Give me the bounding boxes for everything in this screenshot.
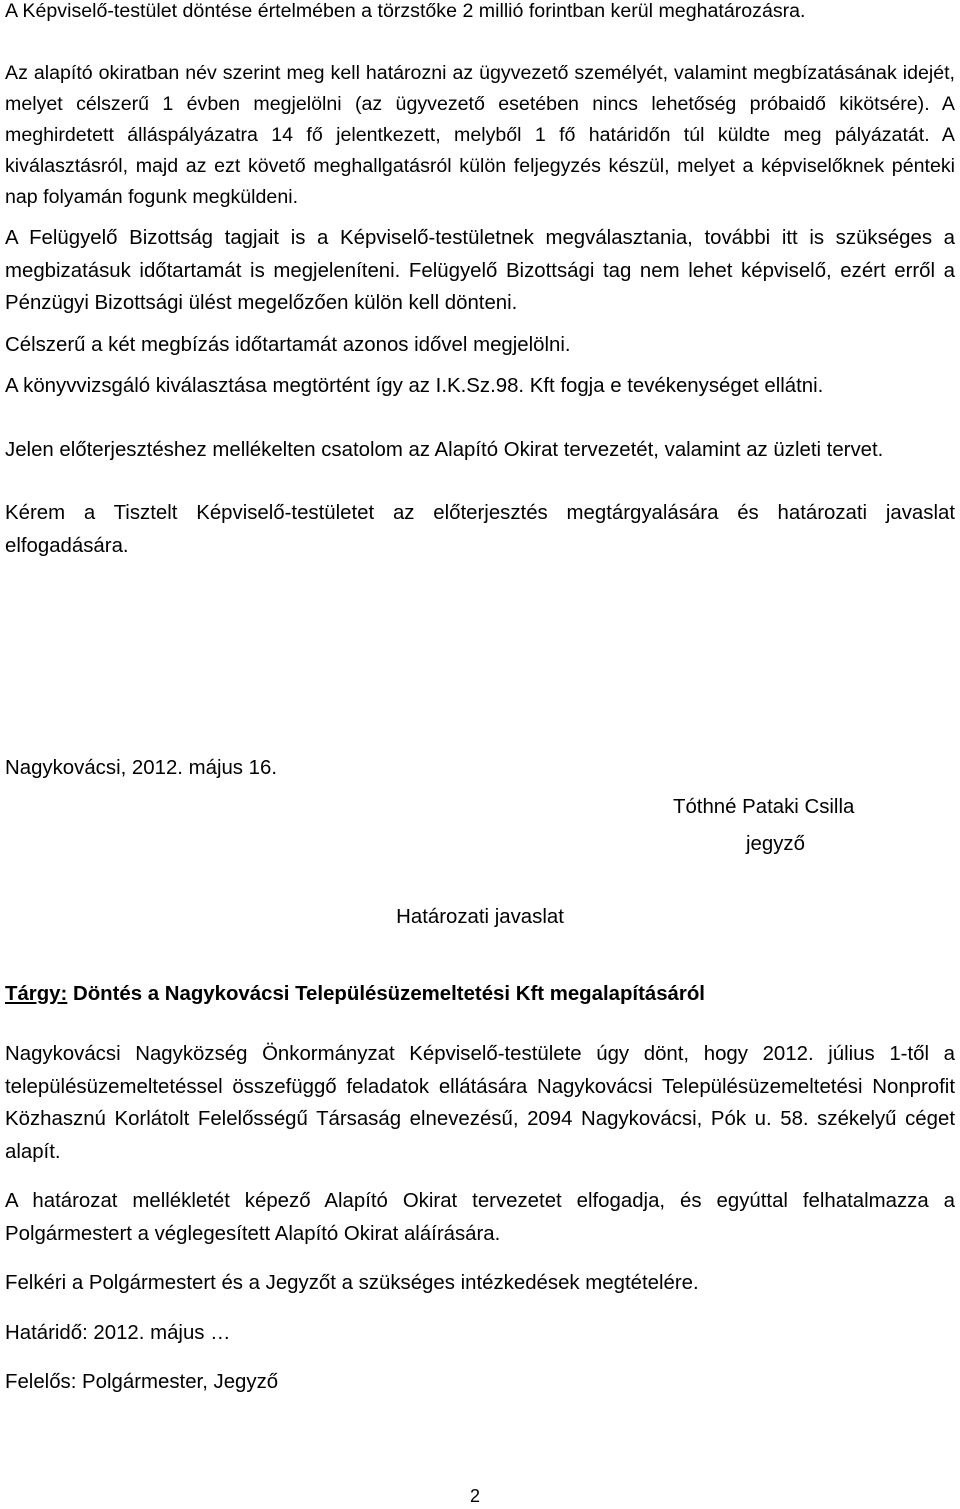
resolution-subject bbox=[5, 978, 955, 1010]
paragraph-supervisory-board: A Felügyelő Bizottság tagjait is a Képviselő-testületnek megválasztania, további itt is szükséges a megbizatásuk időtartamát is megjeleníteni. Felügyelő Bizottsági tag nem lehet képviselő, ezért erről a Pénzügyi Bizottsági ülést megelőzően külön kell dönteni. bbox=[5, 227, 955, 314]
paragraph-managing-director: Az alapító okiratban név szerint meg kell határozni az ügyvezető személyét, valamint megbízatásának idejét, melyet célszerű 1 évben megjelölni (az ügyvezető esetében nincs lehetőség próbaidő kikötsére). A meghirdetett álláspályázatra 14 fő jelentkezett, melyből 1 fő határidőn túl küldte meg pályázatát. A kiválasztásról, majd az ezt követő meghallgatásról külön feljegyzés készül, melyet a képviselőknek pénteki nap folyamán fogunk megküldeni. bbox=[5, 62, 955, 208]
paragraph-auditor: A könyvvizsgáló kiválasztása megtörtént így az I.K.Sz.98. Kft fogja e tevékenységet ellátni. bbox=[5, 375, 824, 397]
paragraph-request: Kérem a Tisztelt Képviselő-testületet az előterjesztés megtárgyalására és határozati javaslat elfogadására. bbox=[5, 502, 955, 557]
paragraph-decision: Nagykovácsi Nagyközség Önkormányzat Képviselő-testülete úgy dönt, hogy 2012. július 1-től a településüzemeltetéssel összefüggő feladatok ellátására Nagykovácsi Településüzemeltetési Nonprofit Közhasznú Korlátolt Felelősségű Társaság elnevezésű, 2094 Nagykovácsi, Pók u. 58. székelyű céget alapít. bbox=[5, 1043, 955, 1163]
deadline: Határidő: 2012. május … bbox=[5, 1321, 231, 1344]
signatory-name: Tóthné Pataki Csilla bbox=[673, 796, 855, 818]
signature-block bbox=[5, 752, 955, 855]
resolution-heading: Határozati javaslat bbox=[396, 906, 564, 928]
responsible: Felelős: Polgármester, Jegyző bbox=[5, 1371, 279, 1393]
signatory-title: jegyző bbox=[746, 833, 805, 855]
paragraph-instruction: Felkéri a Polgármestert és a Jegyzőt a szükséges intézkedések megtételére. bbox=[5, 1272, 699, 1294]
justification-section bbox=[5, 0, 955, 562]
paragraph-attachments: Jelen előterjesztéshez mellékelten csatolom az Alapító Okirat tervezetét, valamint az üzleti tervet. bbox=[5, 438, 884, 461]
subject-label: Tárgy: bbox=[5, 983, 68, 1005]
document-page bbox=[5, 0, 955, 1509]
subject-text: Döntés a Nagykovácsi Településüzemeltetési Kft megalapításáról bbox=[67, 983, 705, 1005]
page-number: 2 bbox=[469, 1486, 480, 1506]
paragraph-mandate-duration: Célszerű a két megbízás időtartamát azonos idővel megjelölni. bbox=[5, 333, 571, 356]
paragraph-share-capital: A Képviselő-testület döntése értelmében a törzstőke 2 millió forintban kerül meghatározásra. bbox=[5, 0, 806, 22]
place-date: Nagykovácsi, 2012. május 16. bbox=[5, 757, 278, 779]
paragraph-approval: A határozat mellékletét képező Alapító Okirat tervezetet elfogadja, és egyúttal felhatalmazza a Polgármestert a véglegesített Alapító Okirat aláírására. bbox=[5, 1190, 955, 1245]
resolution-body bbox=[5, 1038, 955, 1399]
